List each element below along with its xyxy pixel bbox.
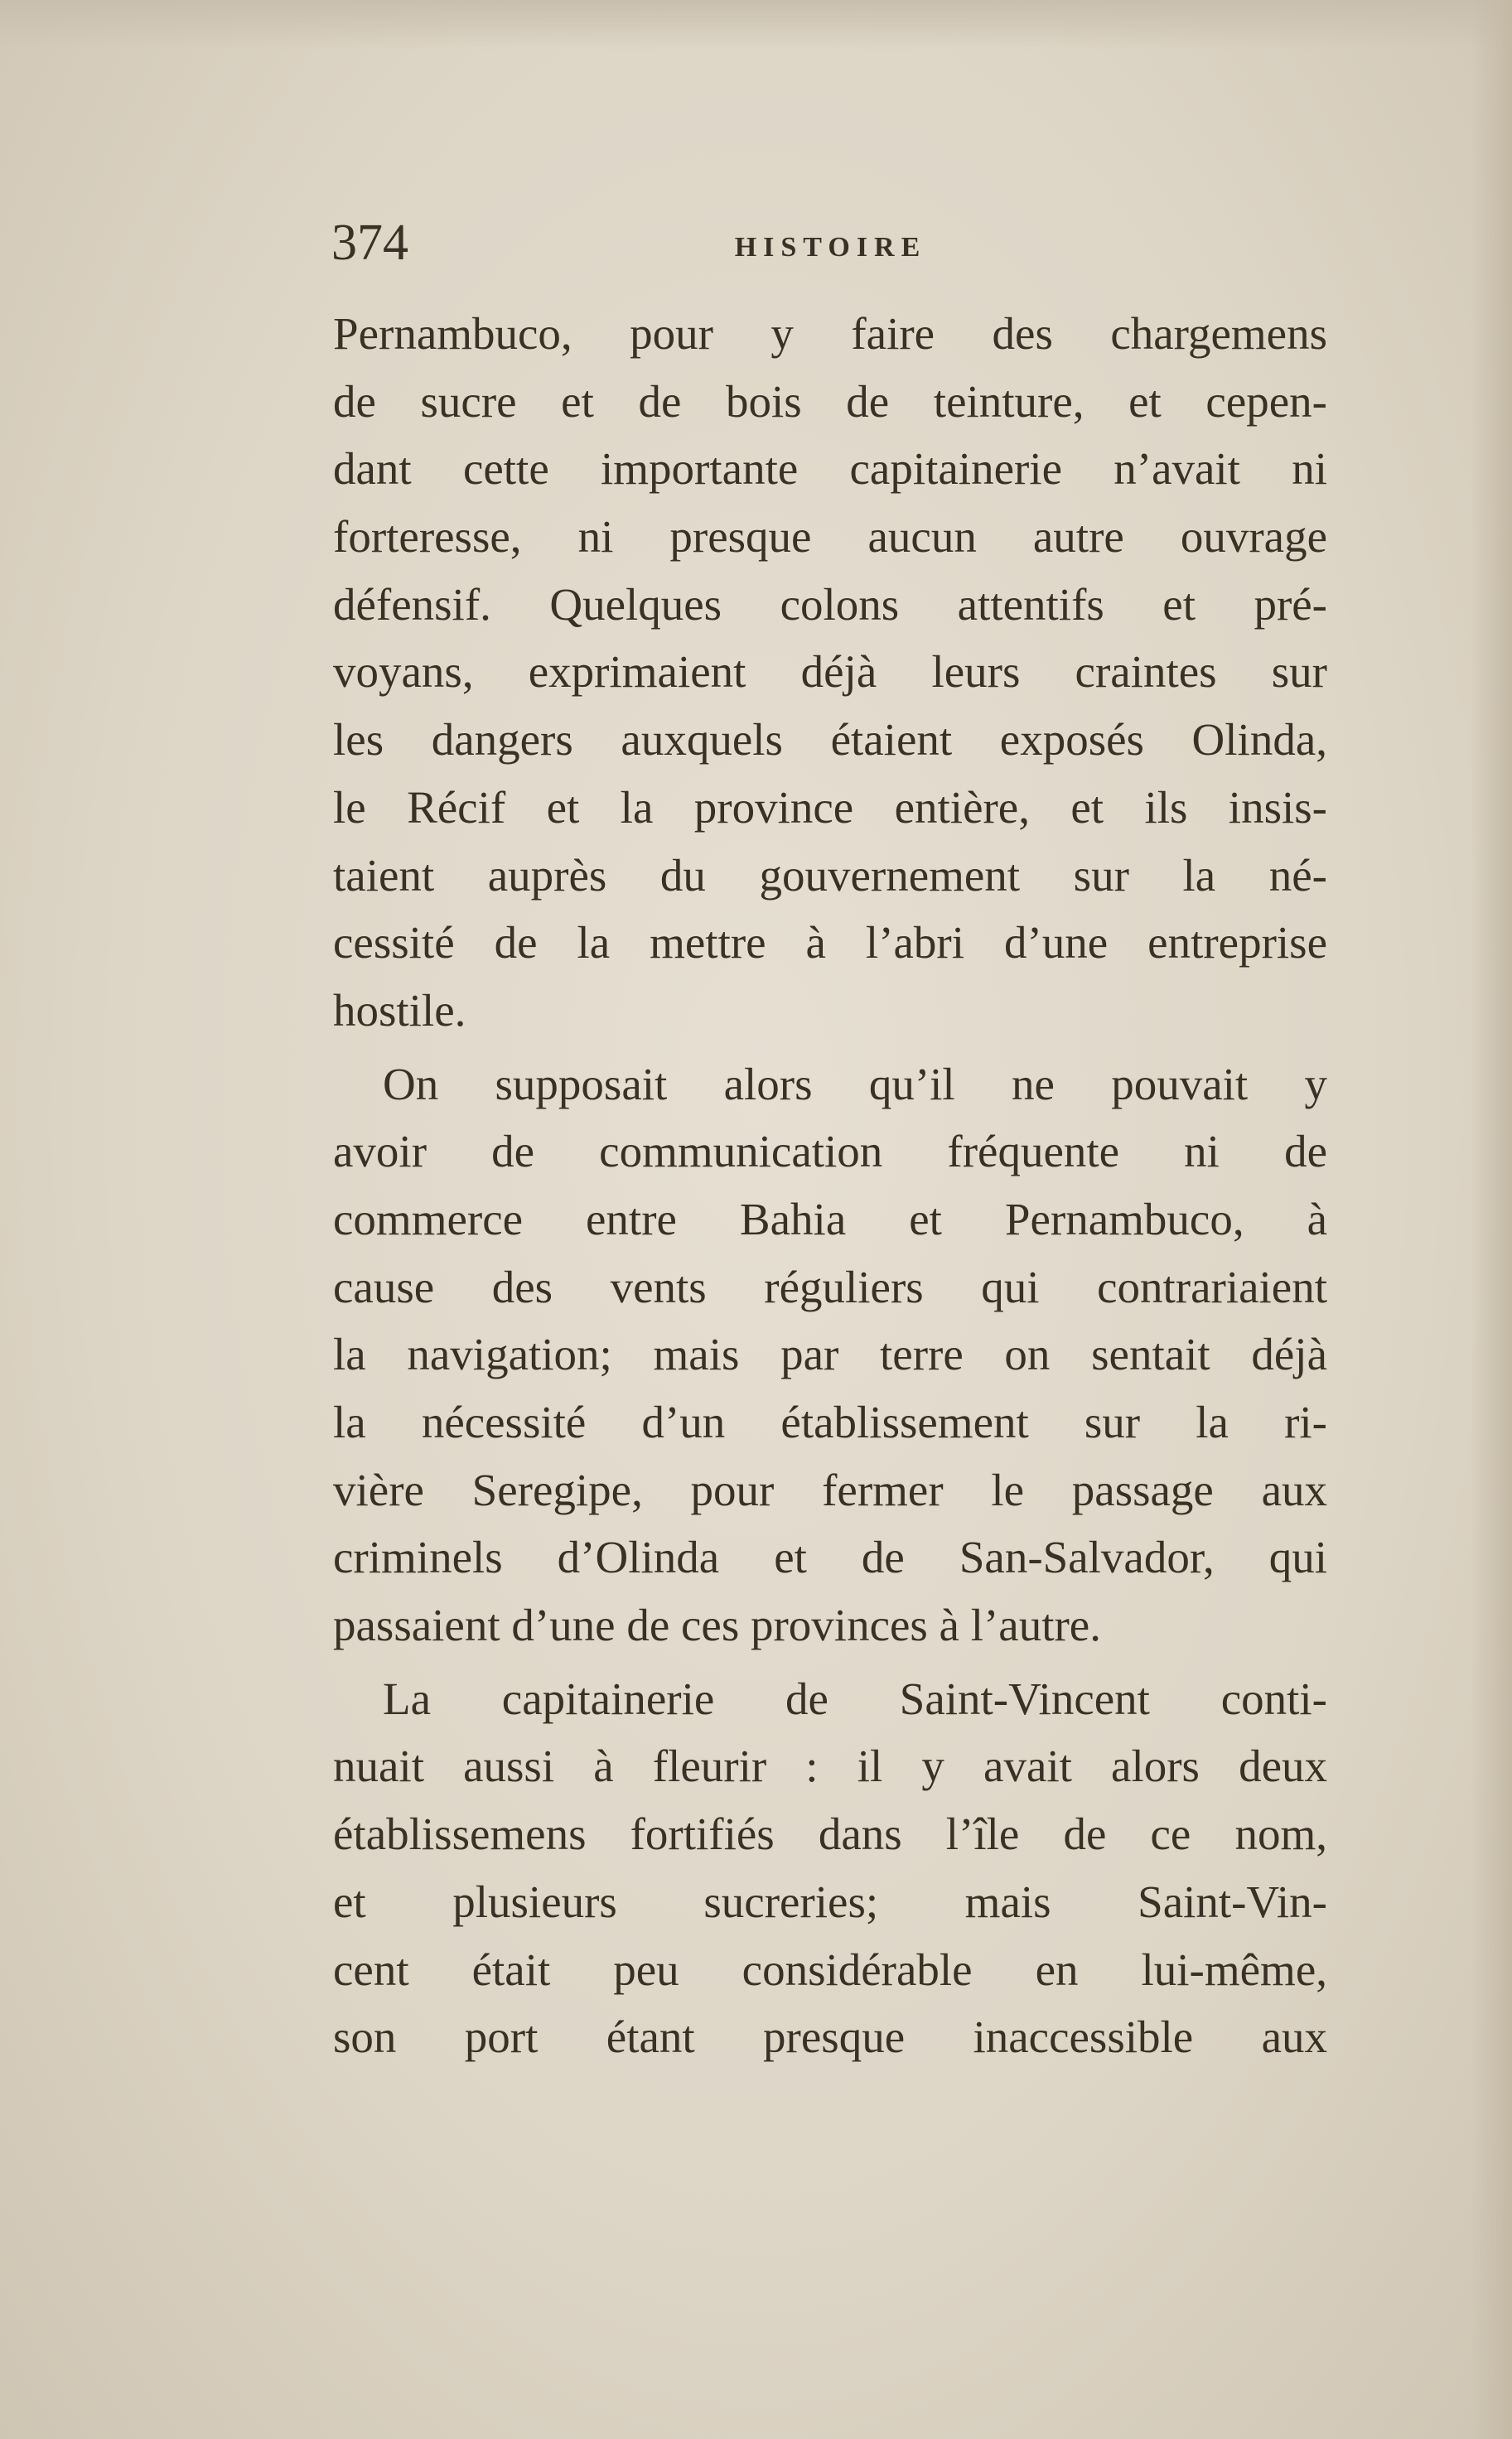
text-line: vière Seregipe, pour fermer le passage aux — [333, 1464, 1327, 1515]
paragraph — [333, 300, 1327, 1045]
paragraph-gap — [333, 1659, 1327, 1665]
text-line: et plusieurs sucreries; mais Saint-Vin- — [333, 1876, 1327, 1927]
page-number: 374 — [331, 215, 408, 271]
text-line: criminels d’Olinda et de San-Salvador, qui — [333, 1532, 1327, 1583]
text-line: Pernambuco, pour y faire des chargemens — [333, 308, 1327, 359]
page-edge-shadow — [0, 0, 1512, 50]
text-line: cent était peu considérable en lui-même, — [333, 1944, 1327, 1995]
page-body — [333, 300, 1327, 2071]
text-line: nuait aussi à fleurir : il y avait alors deux — [333, 1741, 1327, 1792]
text-line: La capitainerie de Saint-Vincent conti- — [383, 1673, 1327, 1724]
text-line: commerce entre Bahia et Pernambuco, à — [333, 1193, 1327, 1244]
paragraph — [333, 1665, 1327, 2071]
text-line: forteresse, ni presque aucun autre ouvrage — [333, 511, 1327, 563]
text-line: les dangers auxquels étaient exposés Olinda, — [333, 714, 1327, 766]
text-line: cause des vents réguliers qui contrariaient — [333, 1261, 1327, 1312]
text-line: la navigation; mais par terre on sentait déjà — [333, 1329, 1327, 1380]
paragraph — [333, 1050, 1327, 1659]
text-line: taient auprès du gouvernement sur la né- — [333, 849, 1327, 901]
text-line: le Récif et la province entière, et ils insis- — [333, 781, 1327, 833]
text-line: dant cette importante capitainerie n’avait ni — [333, 443, 1327, 495]
text-line: son port étant presque inaccessible aux — [333, 2012, 1327, 2063]
text-line: avoir de communication fréquente ni de — [333, 1126, 1327, 1177]
text-line: établissemens fortifiés dans l’île de ce nom, — [333, 1809, 1327, 1860]
running-title: HISTOIRE — [734, 232, 927, 263]
text-line: hostile. — [333, 984, 466, 1036]
text-line: passaient d’une de ces provinces à l’autre. — [333, 1600, 1101, 1651]
text-line: la nécessité d’un établissement sur la ri- — [333, 1397, 1327, 1447]
text-line: voyans, exprimaient déjà leurs craintes sur — [333, 646, 1327, 698]
text-line: de sucre et de bois de teinture, et cepen- — [333, 375, 1327, 427]
text-line: cessité de la mettre à l’abri d’une entreprise — [333, 917, 1327, 968]
text-line: On supposait alors qu’il ne pouvait y — [383, 1058, 1327, 1109]
page-edge-shadow-right — [1471, 0, 1512, 2439]
paragraph-gap — [333, 1045, 1327, 1050]
running-header — [331, 214, 1330, 280]
text-line: défensif. Quelques colons attentifs et pré- — [333, 578, 1327, 630]
